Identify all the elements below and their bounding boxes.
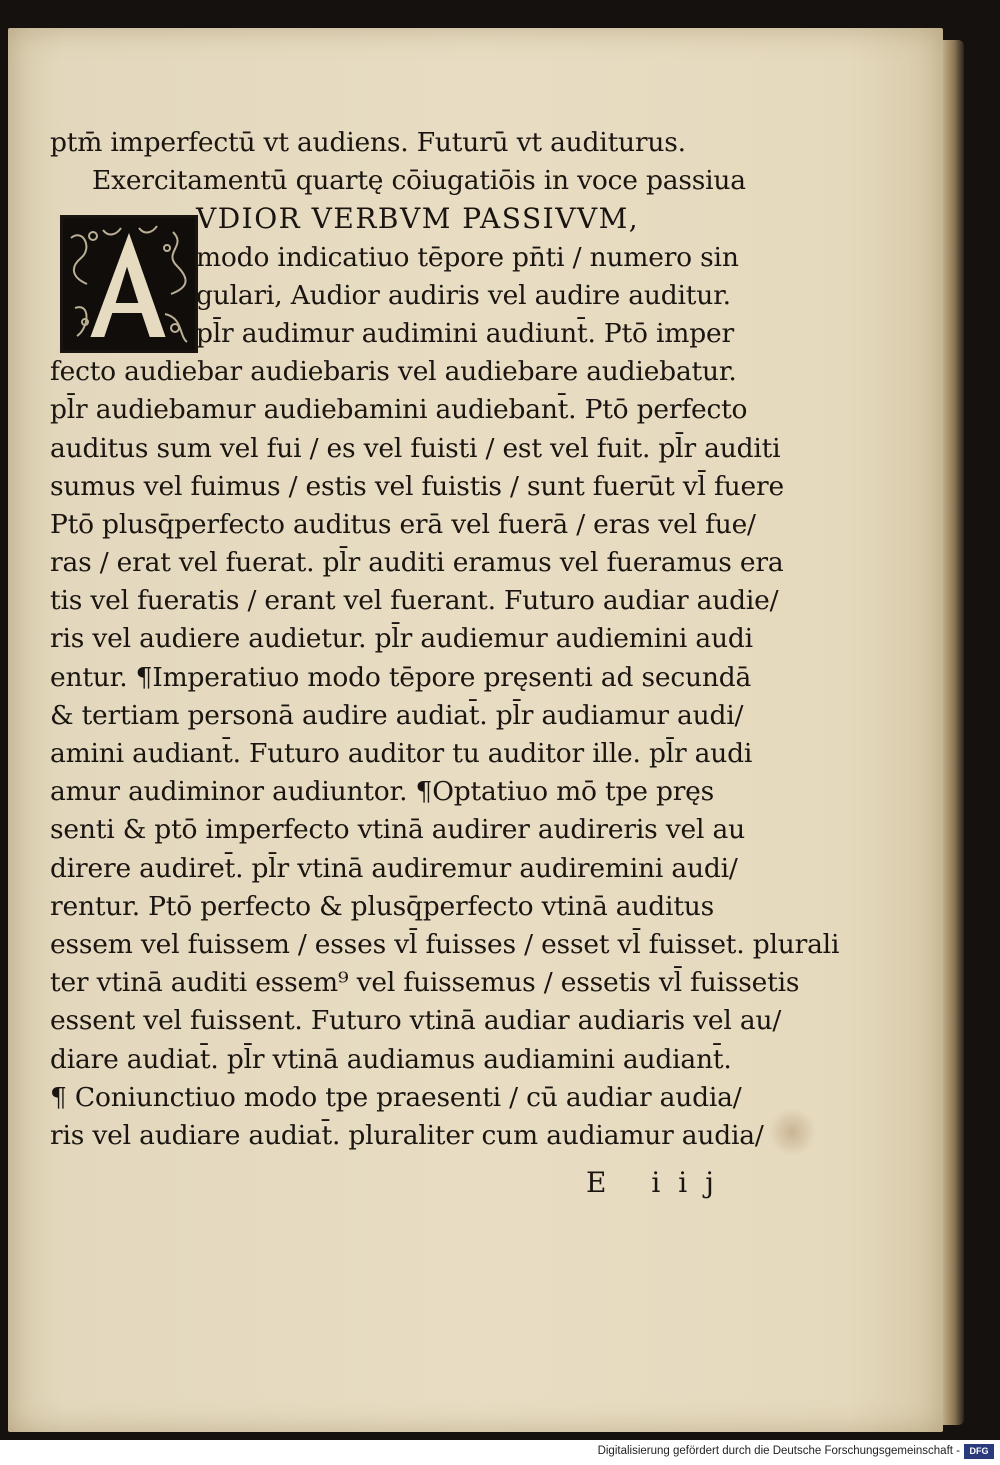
footer-bar [0,1440,1000,1465]
text-line: entur. ¶Imperatiuo modo tēpore pręsenti ad secundā [50,661,752,693]
text-line: ptm̄ imperfectū vt audiens. Futurū vt auditurus. [50,127,686,158]
text-line: & tertiam personā audire audiat̄. pl̄r audiamur audi/ [50,699,744,731]
section-heading: Exercitamentū quartę cōiugatiōis in voce passiua [92,165,746,197]
text-line: direre audiret̄. pl̄r vtinā audiremur audiremini audi/ [50,852,738,884]
text-line: ris vel audiare audiat̄. pluraliter cum audiamur audia/ [50,1119,764,1151]
text-line: senti & ptō imperfecto vtinā audirer audireris vel au [50,814,745,846]
text-line: auditus sum vel fui / es vel fuisti / est vel fuit. pl̄r auditi [50,432,781,464]
text-line: diare audiat̄. pl̄r vtinā audiamus audiamini audiant̄. [50,1043,732,1075]
text-line: ras / erat vel fuerat. pl̄r auditi eramus vel fueramus era [50,547,784,579]
dfg-logo-icon: DFG [964,1444,994,1459]
text-line: essem vel fuissem / esses vl̄ fuisses / esset vl̄ fuisset. plurali [50,928,840,960]
text-line: Ptō plusq̄perfecto auditus erā vel fuerā / eras vel fue/ [50,508,756,540]
text-line: sumus vel fuimus / estis vel fuistis / sunt fuerūt vl̄ fuere [50,470,784,502]
text-line: pl̄r audiebamur audiebamini audiebant̄. Ptō perfecto [50,394,748,426]
text-line: gulari, Audior audiris vel audire auditur. [196,279,731,311]
text-line: pl̄r audimur audimini audiunt̄. Ptō imper [196,317,734,349]
funding-note: Digitalisierung gefördert durch die Deutsche Forschungsgemeinschaft - [597,1445,960,1457]
text-line: ¶ Coniunctiuo modo tpe praesenti / cū audiar audia/ [50,1081,742,1113]
page-text [50,124,880,1155]
verb-title: VDIOR VERBVM PASSIVVM, [196,202,640,236]
text-line: tis vel fueratis / erant vel fuerant. Futuro audiar audie/ [50,585,779,617]
text-line: essent vel fuissent. Futuro vtinā audiar audiaris vel au/ [50,1005,782,1037]
text-line: modo indicatiuo tēpore pn̄ti / numero sin [196,241,739,273]
text-line: ris vel audiere audietur. pl̄r audiemur audiemini audi [50,623,753,655]
text-line: fecto audiebar audiebaris vel audiebare audiebatur. [50,356,737,388]
gathering-signature: E iij [586,1166,732,1199]
page-edge [940,40,964,1425]
text-line: rentur. Ptō perfecto & plusq̄perfecto vtinā auditus [50,890,715,922]
text-line: ter vtinā auditi essem⁹ vel fuissemus / essetis vl̄ fuissetis [50,967,800,999]
text-line: amur audiminor audiuntor. ¶Optatiuo mō tpe pręs [50,776,715,808]
text-line: amini audiant̄. Futuro auditor tu auditor ille. pl̄r audi [50,738,753,769]
